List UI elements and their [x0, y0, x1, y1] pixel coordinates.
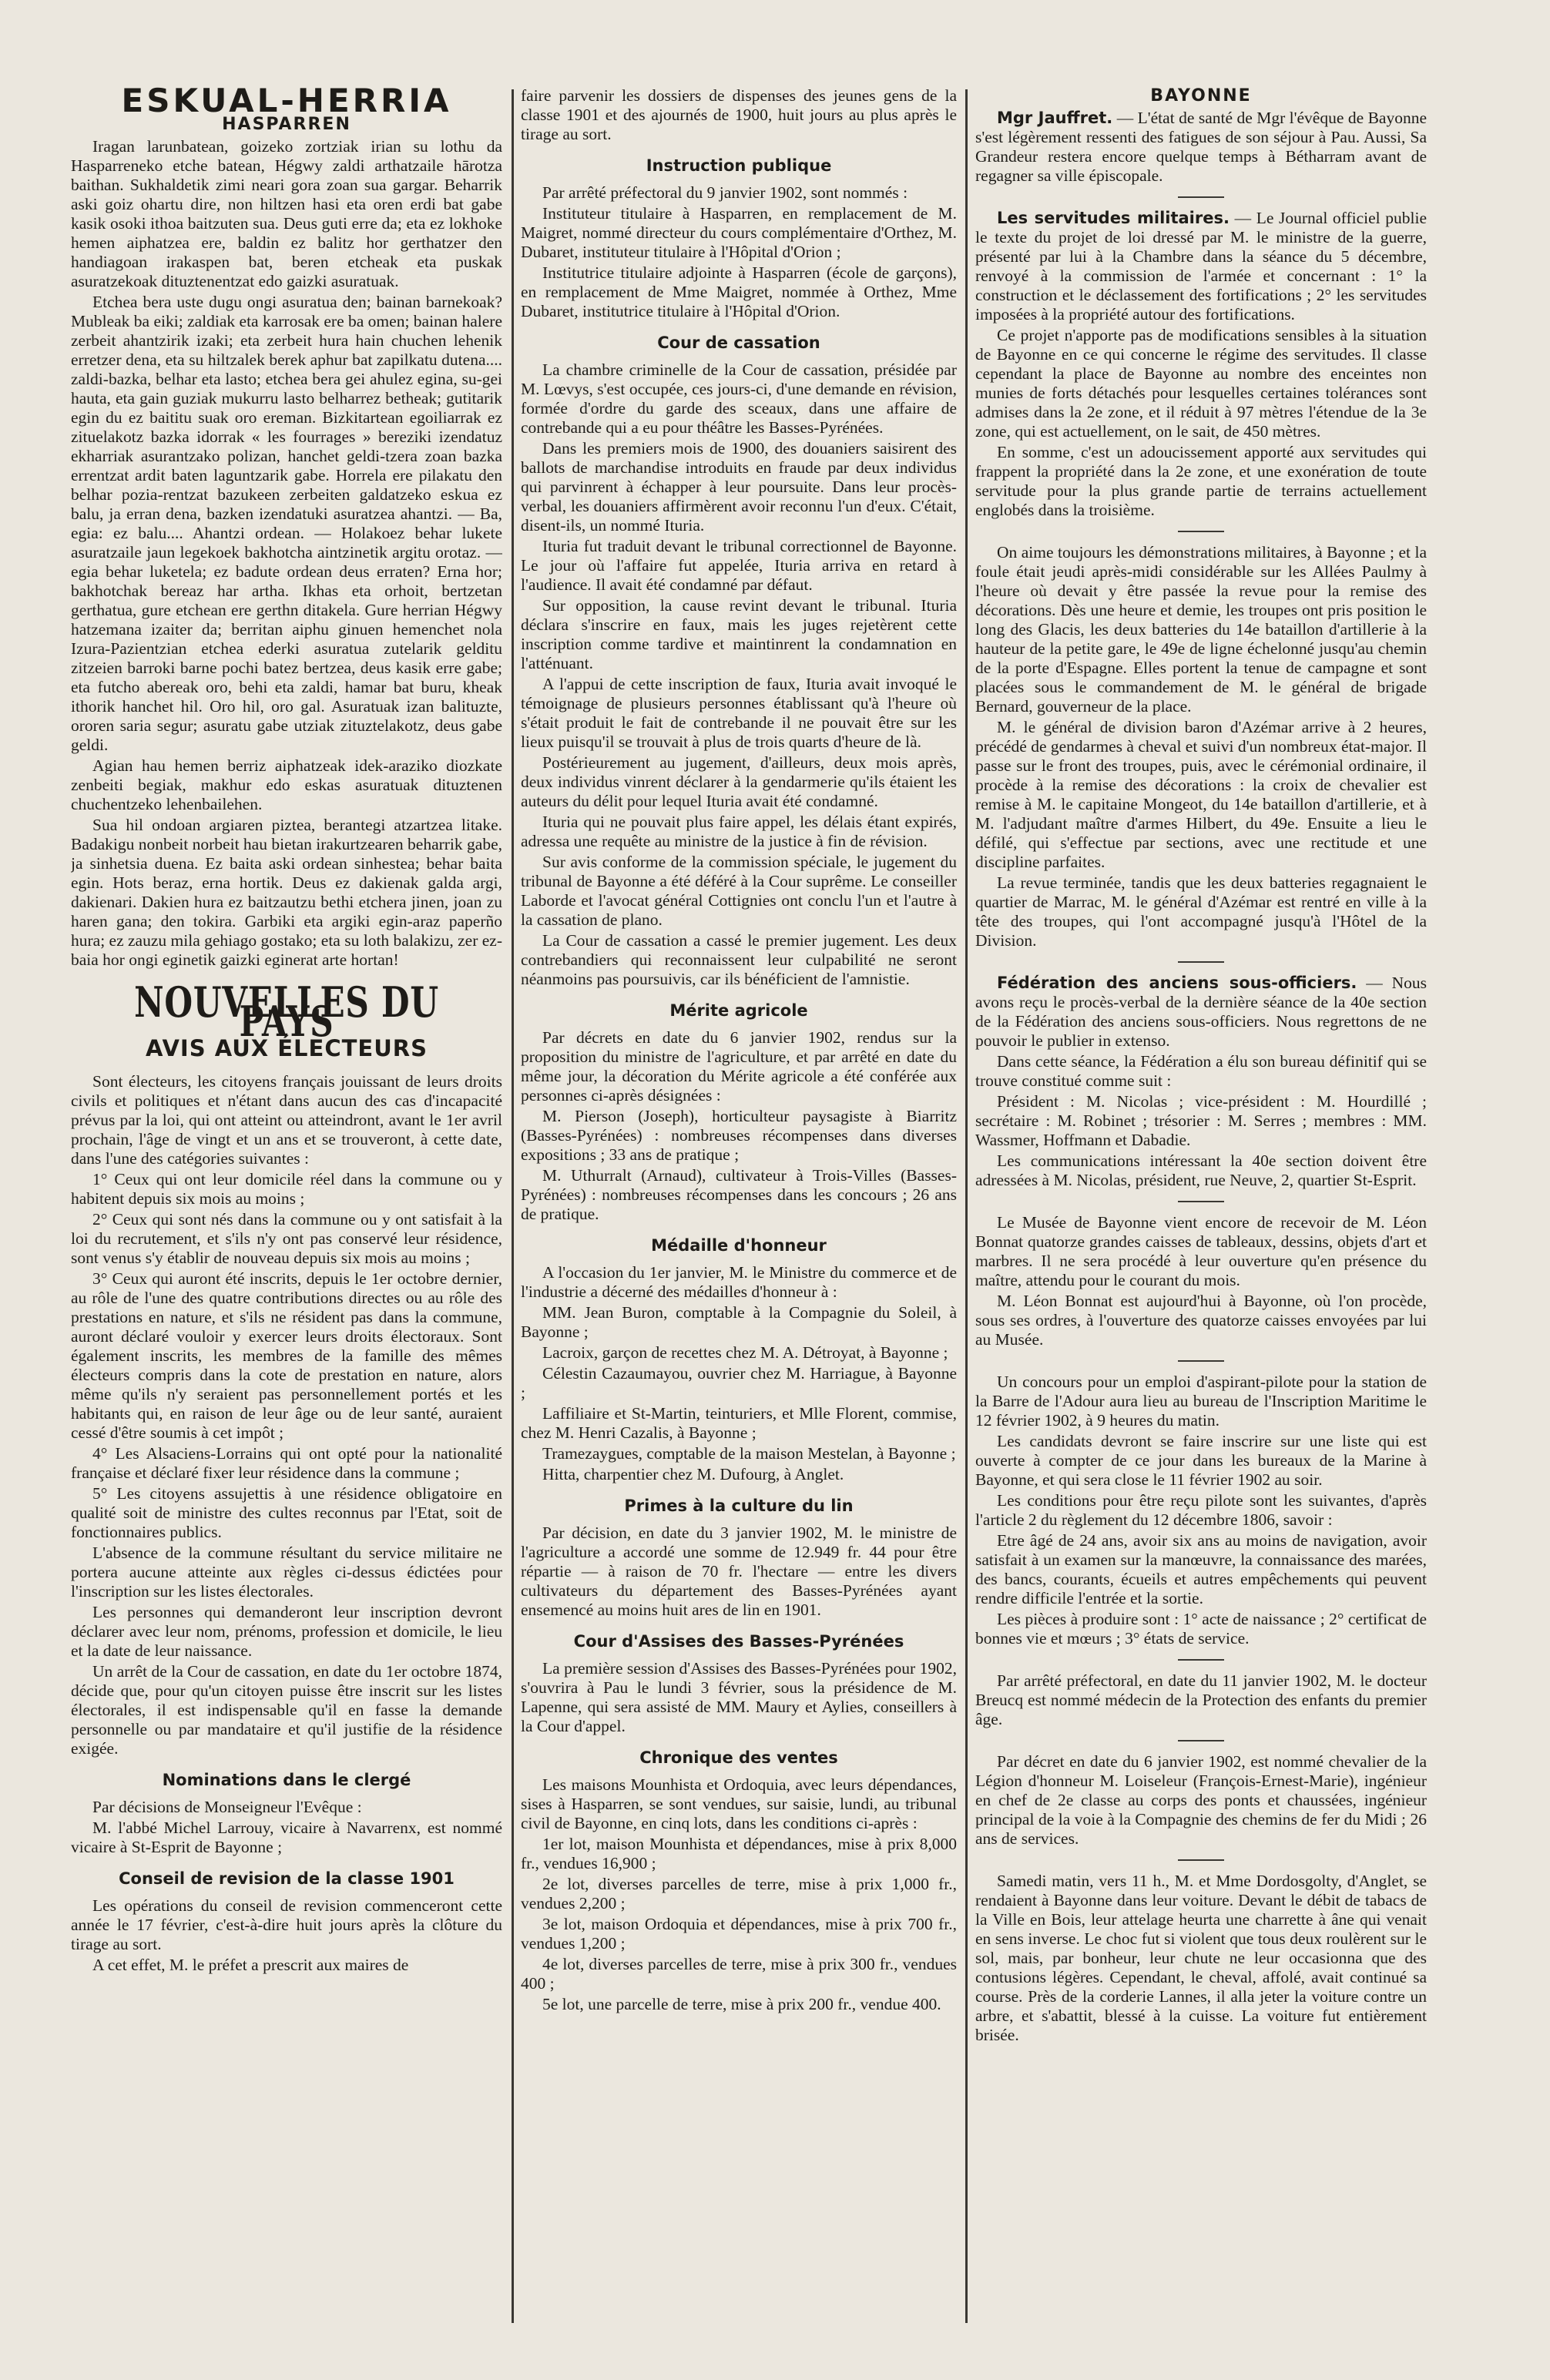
- masthead-eskual-herria: ESKUAL-HERRIA: [121, 86, 452, 119]
- military-paragraph: On aime toujours les démonstrations militaires, à Bayonne ; et la foule était jeudi après-midi considérable sur les Allées Paulmy à l'heure où devait y être passée la revue pour la remise des décorations. Dès une heure et demie, les troupes ont pris position le long des Glacis, les deux batteries du 14e bataillon d'artillerie à la hauteur de la petite gare, le 49e de ligne échelonné jusqu'au chemin de la porte d'Espagne. Elles portent la tenue de campagne et sont placées sous le commandement de M. le général de brigade Bernard, gouverneur de la place.: [975, 543, 1427, 716]
- jauffret-heading: Mgr Jauffret.: [997, 109, 1113, 127]
- basque-article: [71, 137, 502, 970]
- avis-article: [71, 1072, 502, 1758]
- avis-paragraph: 2° Ceux qui sont nés dans la commune ou y ont satisfait à la loi du recrutement, et s'ils n'y ont pas conservé leur résidence, sont venus s'y établir de nouveau depuis six mois au moins ;: [71, 1210, 502, 1267]
- military-paragraph: La revue terminée, tandis que les deux batteries regagnaient le quartier de Marrac, M. le général d'Azémar est rentré en ville à la tête des troupes, qui l'ont accompagné jusqu'à l'Hôtel de la Division.: [975, 873, 1427, 950]
- merite-agricole-heading: Mérite agricole: [669, 1001, 808, 1020]
- revision-paragraph: Les opérations du conseil de revision commenceront cette année le 17 février, c'est-à-dire huit jours après la clôture du tirage au sort.: [71, 1896, 502, 1953]
- column-rule-left: [512, 89, 514, 2323]
- servitudes-paragraph: [975, 209, 1427, 324]
- avis-paragraph: 3° Ceux qui auront été inscrits, depuis le 1er octobre dernier, au rôle de l'une des quatre contributions directes ou au rôle des prestations en nature, et s'ils ne résident pas dans la commune, auront déclaré vouloir y exercer leurs droits électoraux. Sont également inscrits, les membres de la famille des mêmes électeurs compris dans la cote de prestation en nature, alors même qu'ils n'y seraient pas personnellement portés et les habitants qui, en raison de leur âge ou de leur santé, auraient cessé d'être soumis à cet impôt ;: [71, 1269, 502, 1442]
- separator: [1178, 1201, 1224, 1202]
- article-paragraph: La chambre criminelle de la Cour de cassation, présidée par M. Lœvys, s'est occupée, ces jours-ci, d'une demande en révision, formée d'ordre du garde des sceaux, dans une affaire de contrebande qui a eu pour théâtre les Basses-Pyrénées.: [521, 360, 957, 437]
- federation-paragraph: Dans cette séance, la Fédération a élu son bureau définitif qui se trouve constitué comme suit :: [975, 1052, 1427, 1090]
- accident-paragraph: Samedi matin, vers 11 h., M. et Mme Dordosgolty, d'Anglet, se rendaient à Bayonne dans leur voiture. Devant le débit de tabacs de la Ville en Bois, leur attelage heurta une charrette à âne qui venait en sens inverse. Le choc fut si violent que tous deux roulèrent sur le sol, mais, par bonheur, leur chute ne leur occasionna que des contusions légères. Cependant, le cheval, affolé, avait continué sa course. Près de la corderie Lannes, il alla jeter la voiture contre un arbre, et s'abattit, blessé à la cuisse. La voiture fut entièrement brisée.: [975, 1872, 1427, 2044]
- article-paragraph: Lacroix, garçon de recettes chez M. A. Détroyat, à Bayonne ;: [542, 1343, 948, 1362]
- pilote-paragraph: Etre âgé de 24 ans, avoir six ans au moins de navigation, avoir satisfait à un examen sur la manœuvre, la connaissance des marées, des bancs, courants, écueils et autres empêchements qui peuvent rendre difficile l'entrée et la sortie.: [975, 1531, 1427, 1607]
- article-paragraph: 2e lot, diverses parcelles de terre, mise à prix 1,000 fr., vendues 2,200 ;: [521, 1875, 957, 1912]
- revision-heading: Conseil de revision de la classe 1901: [119, 1869, 455, 1888]
- continued-lead: faire parvenir les dossiers de dispenses des jeunes gens de la classe 1901 et des ajournés de 1900, huit jours au plus après le tirage au sort.: [521, 86, 957, 143]
- article-paragraph: 5e lot, une parcelle de terre, mise à prix 200 fr., vendue 400.: [542, 1995, 941, 2013]
- federation-heading: Fédération des anciens sous-officiers.: [997, 974, 1357, 992]
- primes-lin-heading: Primes à la culture du lin: [624, 1497, 854, 1515]
- jauffret-paragraph: [975, 109, 1427, 186]
- article-paragraph: M. Pierson (Joseph), horticulteur paysagiste à Biarritz (Basses-Pyrénées) : nombreuses récompenses dans diverses expositions ; 33 ans de pratique ;: [521, 1107, 957, 1164]
- avis-aux-electeurs-heading: AVIS AUX ÉLECTEURS: [146, 1035, 428, 1061]
- avis-paragraph: Un arrêt de la Cour de cassation, en date du 1er octobre 1874, décide que, pour qu'un citoyen puisse être inscrit sur les listes électorales, il est indispensable qu'il en fasse la demande personnelle ou par mandataire et qu'il justifie de la résidence exigée.: [71, 1662, 502, 1758]
- breucq-paragraph: Par arrêté préfectoral, en date du 11 janvier 1902, M. le docteur Breucq est nommé médecin de la Protection des enfants du premier âge.: [975, 1671, 1427, 1728]
- nouvelles-du-pays-heading: NOUVELLES DU PAYS: [134, 977, 439, 1046]
- article-paragraph: Par décision, en date du 3 janvier 1902, M. le ministre de l'agriculture a accordé une somme de 12.949 fr. 44 pour être répartie — à raison de 70 fr. l'hectare — entre les divers cultivateurs du département des Basses-Pyrénées ayant ensemencé au moins huit ares de lin en 1901.: [521, 1524, 957, 1619]
- article-paragraph: A l'appui de cette inscription de faux, Ituria avait invoqué le témoignage de plusieurs personnes établissant qu'à l'heure où s'était produit le fait de contrebande il ne pouvait être sur les lieux puisqu'il se trouvait à plus de trois quarts d'heure de là.: [521, 675, 957, 751]
- separator: [1178, 1859, 1224, 1861]
- basque-paragraph: Etchea bera uste dugu ongi asuratua den; bainan barnekoak? Mubleak ba eiki; zaldiak eta karrosak ere ba omen; bainan halere zerbeit ahantzirik izaki; eta zerbeit hura hain chuchen lehenik erretzer dena, eta su hiltzalek berek aphur bat zapilkatu dutena.... zaldi-bazka, belhar eta lasto; etchea bera gei ahulez egina, su-gei hauta, eta gain guziak mukurru lasto belharrez betheak; gutitarik egin du ez baititu suak oro ereman. Bizkitartean egoiliarrak ez zituelakotz bazka idorrak « les fourrages » bereziki izendatuz ekharriak asurantzako polizan, hanchet geldi-tzera zoan bazka errentzat ardit baten laguntzarik gabe. Horrela ere pilakatu den belhar pozia-rentzat bazukeen zerbeiten galdatzeko eskua ez balu, ja erran dena, bazken izendatuki asuratzea ahantzi. — Ba, egia: ez balu.... Ahantzi ordean. — Holakoez behar lukete asuratzaile jaun legekoek bakhotcha aintzinetik argitu orotaz. — egia behar luketela; ez badute ordean deus erraten? Erna hor; bakhotchak bereaz har artha. Ikhas eta orhoit, bertzetan gerthatua, gure etchean ere gerthn ditakela. Gure herrian Hégwy hatzemana izaiter da; berritan aiphu ginuen hemenchet nola Izura-Pazientzian etchea ederki asuratua zutelarik gelditu zitzeien barroki barne pochi batez bertzea, deus kasik erre gabe; eta futcho abereak oro, behi eta zaldi, hamar bat buru, kheak ithorik hanchet hil. Oro hil, oro gal. Asuratuak izan balituzte, ororen saria segur; asuratu gabe utziak zituztelakotz, deus gabe geldi.: [71, 293, 502, 754]
- avis-paragraph: 5° Les citoyens assujettis à une résidence obligatoire en qualité soit de ministre des cultes reconnus par l'Etat, soit de fonctionnaires publics.: [71, 1484, 502, 1541]
- article-paragraph: 1er lot, maison Mounhista et dépendances, mise à prix 8,000 fr., vendues 16,900 ;: [521, 1835, 957, 1872]
- instruction-heading: Instruction publique: [646, 156, 832, 175]
- separator: [1178, 1740, 1224, 1741]
- article-paragraph: A l'occasion du 1er janvier, M. le Ministre du commerce et de l'industrie a décerné des médailles d'honneur à :: [521, 1263, 957, 1301]
- location-bayonne: BAYONNE: [1150, 86, 1252, 106]
- column-3: [975, 86, 1427, 2358]
- article-paragraph: Tramezaygues, comptable de la maison Mestelan, à Bayonne ;: [542, 1444, 956, 1463]
- federation-paragraph: Les communications intéressant la 40e section doivent être adressées à M. Nicolas, président, rue Neuve, 2, quartier St-Esprit.: [975, 1151, 1427, 1189]
- article-paragraph: Instituteur titulaire à Hasparren, en remplacement de M. Maigret, nommé directeur du cours complémentaire d'Orthez, M. Dubaret, instituteur titulaire à l'Hôpital d'Orion ;: [521, 204, 957, 261]
- avis-paragraph: Les personnes qui demanderont leur inscription devront déclarer avec leur nom, prénoms, profession et domicile, le lieu et la date de leur naissance.: [71, 1603, 502, 1660]
- article-paragraph: La première session d'Assises des Basses-Pyrénées pour 1902, s'ouvrira à Pau le lundi 3 février, sous la présidence de M. Lapenne, qui sera assisté de MM. Maury et Aylies, conseillers à la Cour d'appel.: [521, 1659, 957, 1735]
- article-paragraph: Les maisons Mounhista et Ordoquia, avec leurs dépendances, sises à Hasparren, se sont vendues, sur saisie, lundi, au tribunal civil de Bayonne, en cinq lots, dans les conditions ci-après :: [521, 1775, 957, 1832]
- article-paragraph: La Cour de cassation a cassé le premier jugement. Les deux contrebandiers qui reconnaissent leur culpabilité ne seront néanmoins pas poursuivis, car ils bénéficient de l'amnistie.: [521, 931, 957, 988]
- musee-paragraph: Le Musée de Bayonne vient encore de recevoir de M. Léon Bonnat quatorze grandes caisses de tableaux, dessins, objets d'art et marbres. Il ne sera procédé à leur ouverture qu'en présence du maître, attendu pour le courant du mois.: [975, 1213, 1427, 1289]
- cassation-heading: Cour de cassation: [657, 334, 820, 352]
- pilote-paragraph: Un concours pour un emploi d'aspirant-pilote pour la station de la Barre de l'Adour aura lieu au bureau de l'Inscription Maritime le 12 février 1902, à 9 heures du matin.: [975, 1373, 1427, 1430]
- federation-text: — Nous avons reçu le procès-verbal de la dernière séance de la 40e section de la Fédération des anciens sous-officiers. Nous regrettons de ne pouvoir le publier in extenso.: [975, 974, 1427, 1050]
- clerge-paragraph: Par décisions de Monseigneur l'Evêque :: [92, 1798, 362, 1816]
- federation-paragraph: Président : M. Nicolas ; vice-président : M. Hourdillé ; secrétaire : M. Robinet ; trésorier : M. Serres ; membres : MM. Wassmer, Hoffmann et Dabadie.: [975, 1092, 1427, 1149]
- servitudes-text: — Le Journal officiel publie le texte du projet de loi dressé par M. le ministre de la guerre, présenté par lui à la Chambre dans la séance du 5 décembre, renvoyé à la commission de l'armée et concernant : 1° la construction et le déclassement des fortifications ; 2° les servitudes imposées à la propriété autour des fortifications.: [975, 209, 1427, 323]
- article-paragraph: Ituria fut traduit devant le tribunal correctionnel de Bayonne. Le jour où l'affaire fut appelée, Ituria arriva en retard à l'audience. Il avait été condamné par défaut.: [521, 537, 957, 594]
- separator: [1178, 961, 1224, 963]
- article-paragraph: Sur opposition, la cause revint devant le tribunal. Ituria déclara s'inscrire en faux, mais les juges rejetèrent cette inscription comme tardive et maintinrent la condamnation en l'atténuant.: [521, 596, 957, 672]
- jauffret-text: — L'état de santé de Mgr l'évêque de Bayonne s'est légèrement ressenti des fatigues de son séjour à Pau. Aussi, Sa Grandeur restera encore quelque temps à Bétharram avant de regagner sa ville épiscopale.: [975, 109, 1427, 185]
- revision-paragraph: A cet effet, M. le préfet a prescrit aux maires de: [92, 1956, 409, 1974]
- column-2: [521, 86, 957, 2358]
- military-paragraph: M. le général de division baron d'Azémar arrive à 2 heures, précédé de gendarmes à cheval et suivi d'un nombreux état-major. Il passe sur le front des troupes, puis, avec le cérémonial ordinaire, il procède à la remise des décorations : la croix de chevalier est remise à M. le capitaine Mongeot, du 14e bataillon d'artillerie, et à M. l'adjudant maître d'armes Hilbert, du 49e. Ensuite a lieu le défilé, qui s'effectue par sections, avec une rectitude et une discipline parfaites.: [975, 718, 1427, 871]
- article-paragraph: Dans les premiers mois de 1900, des douaniers saisirent des ballots de marchandise introduits en fraude par deux individus qui parvinrent à échapper à leur poursuite. Dans leur procès-verbal, les douaniers affirmèrent avoir reconnu l'un d'eux. C'était, disent-ils, un nommé Ituria.: [521, 439, 957, 535]
- article-paragraph: 4e lot, diverses parcelles de terre, mise à prix 300 fr., vendues 400 ;: [521, 1955, 957, 1993]
- federation-paragraph: [975, 974, 1427, 1051]
- pilote-paragraph: Les conditions pour être reçu pilote sont les suivantes, d'après l'article 2 du règlement du 12 décembre 1806, savoir :: [975, 1491, 1427, 1529]
- avis-paragraph: Sont électeurs, les citoyens français jouissant de leurs droits civils et politiques et n'étant dans aucun des cas d'incapacité prévus par la loi, qui ont atteint ou atteindront, avant le 1er avril prochain, l'âge de vingt et un ans et se trouveront, à cette date, dans l'une des catégories suivantes :: [71, 1072, 502, 1168]
- article-paragraph: Par décrets en date du 6 janvier 1902, rendus sur la proposition du ministre de l'agriculture, et par arrêté en date du même jour, la décoration du Mérite agricole a été conférée aux personnes ci-après désignées :: [521, 1028, 957, 1105]
- article-paragraph: Postérieurement au jugement, d'ailleurs, deux mois après, deux individus vinrent déclarer à la gendarmerie qu'ils étaient les auteurs du délit pour lequel Ituria avait été condamné.: [521, 753, 957, 810]
- pilote-paragraph: Les pièces à produire sont : 1° acte de naissance ; 2° certificat de bonnes vie et mœurs ; 3° états de service.: [975, 1610, 1427, 1648]
- separator: [1178, 1659, 1224, 1661]
- article-paragraph: MM. Jean Buron, comptable à la Compagnie du Soleil, à Bayonne ;: [521, 1303, 957, 1341]
- musee-paragraph: M. Léon Bonnat est aujourd'hui à Bayonne, où l'on procède, sous ses ordres, à l'ouverture des quatorze caisses envoyées par lui au Musée.: [975, 1292, 1427, 1349]
- pilote-paragraph: Les candidats devront se faire inscrire sur une liste qui est ouverte à compter de ce jour dans les bureaux de la Marine à Bayonne, et qui sera close le 11 février 1902 au soir.: [975, 1432, 1427, 1489]
- article-paragraph: Par arrêté préfectoral du 9 janvier 1902, sont nommés :: [542, 183, 908, 202]
- article-paragraph: M. Uthurralt (Arnaud), cultivateur à Trois-Villes (Basses-Pyrénées) : nombreuses récompenses dans les concours ; 26 ans de pratique.: [521, 1166, 957, 1223]
- separator: [1178, 531, 1224, 532]
- basque-paragraph: Sua hil ondoan argiaren piztea, berantegi atzartzea litake. Badakigu nonbeit norbeit hau bietan irakurtzearen beharrik gabe, ja sinhetsia duena. Ez baita aski ordean sinhestea; behar baita egin. Hots beraz, erna hortik. Deus ez dakienak galda argi, dakienari. Dakien hura ez baitzautzu bethi etchera jinen, joan zu haren gana; den tokira. Garbiki eta argiki egin-araz paperño hura; ez zauzu mila gehiago gostako; eta su loth balakizu, zer ez-baia hor ongi eginetik gaizki eginerat arte hortan!: [71, 816, 502, 969]
- avis-paragraph: L'absence de la commune résultant du service militaire ne portera aucune atteinte aux règles ci-dessus édictées pour l'inscription sur les listes électorales.: [71, 1544, 502, 1601]
- basque-paragraph: Agian hau hemen berriz aiphatzeak idek-araziko diozkate zenbeiti begiak, makhur edo eskas asuratuak dituztenen chuchentzeko lehenbailehen.: [71, 756, 502, 813]
- article-paragraph: Institutrice titulaire adjointe à Hasparren (école de garçons), en remplacement de Mme Maigret, nommée à Orthez, Mme Dubaret, institutrice titulaire à l'Hôpital d'Orion.: [521, 263, 957, 320]
- article-paragraph: Hitta, charpentier chez M. Dufourg, à Anglet.: [542, 1465, 844, 1483]
- separator: [1178, 1360, 1224, 1362]
- clerge-paragraph: M. l'abbé Michel Larrouy, vicaire à Navarrenx, est nommé vicaire à St-Esprit de Bayonne ;: [71, 1819, 502, 1856]
- article-paragraph: 3e lot, maison Ordoquia et dépendances, mise à prix 700 fr., vendues 1,200 ;: [521, 1915, 957, 1953]
- loiseleur-paragraph: Par décret en date du 6 janvier 1902, est nommé chevalier de la Légion d'honneur M. Loiseleur (François-Ernest-Marie), ingénieur en chef de 2e classe au corps des ponts et chaussées, ingénieur principal de la voie à la Compagnie des chemins de fer du Midi ; 26 ans de services.: [975, 1752, 1427, 1848]
- article-paragraph: Célestin Cazaumayou, ouvrier chez M. Harriague, à Bayonne ;: [521, 1364, 957, 1402]
- cour-assises-heading: Cour d'Assises des Basses-Pyrénées: [573, 1632, 904, 1651]
- servitudes-paragraph: Ce projet n'apporte pas de modifications sensibles à la situation de Bayonne en ce qui concerne le régime des servitudes. Il classe cependant la place de Bayonne au nombre des enceintes non munies de forts détachés pour lesquelles certaines tolérances sont admises dans la 2e zone, et il réduit à 97 mètres l'étendue de la 3e zone, qui est actuellement, on le sait, de 450 mètres.: [975, 326, 1427, 441]
- location-hasparren: HASPARREN: [222, 115, 351, 134]
- chronique-ventes-heading: Chronique des ventes: [639, 1748, 838, 1767]
- column-rule-right: [965, 89, 968, 2323]
- article-paragraph: Laffiliaire et St-Martin, teinturiers, et Mlle Florent, commise, chez M. Henri Cazalis, à Bayonne ;: [521, 1404, 957, 1442]
- basque-paragraph: Iragan larunbatean, goizeko zortziak irian su lothu da Hasparreneko etche batean, Hégwy zaldi arthatzaile hārotza baithan. Sukhaldetik zimi neari gora zoan sua gargar. Beharrik aski goiz ohartu dire, non hiltzen hasi eta oren erdi bat gabe kasik osoki ithoa baitzuten sua. Deus guti erre da; eta ez lokhoke hemen aiphatzea ere, baldin ez balitz hor gerthatzer den handiagoan irakaspen bat, beren etcheak eta puskak asuratzekoak dituztenentzat edo gaizki asuratuak.: [71, 137, 502, 290]
- avis-paragraph: 1° Ceux qui ont leur domicile réel dans la commune ou y habitent depuis six mois au moins ;: [71, 1170, 502, 1208]
- column-1: [71, 86, 502, 2358]
- medaille-heading: Médaille d'honneur: [651, 1236, 827, 1255]
- article-paragraph: Ituria qui ne pouvait plus faire appel, les délais étant expirés, adressa une requête au ministre de la justice à fin de révision.: [521, 813, 957, 850]
- servitudes-heading: Les servitudes militaires.: [997, 209, 1230, 227]
- article-paragraph: Sur avis conforme de la commission spéciale, le jugement du tribunal de Bayonne a été déféré à la Cour suprême. Le conseiller Laborde et l'avocat général Cottignies ont conclu l'un et l'autre à la cassation de plano.: [521, 853, 957, 929]
- clerge-heading: Nominations dans le clergé: [162, 1771, 411, 1789]
- servitudes-paragraph: En somme, c'est un adoucissement apporté aux servitudes qui frappent la propriété dans la 2e zone, et une exonération de toute servitude pour la plus grande partie de terrains actuellement englobés dans la troisième.: [975, 443, 1427, 519]
- avis-paragraph: 4° Les Alsaciens-Lorrains qui ont opté pour la nationalité française et déclaré fixer leur résidence dans la commune ;: [71, 1444, 502, 1482]
- separator: [1178, 196, 1224, 198]
